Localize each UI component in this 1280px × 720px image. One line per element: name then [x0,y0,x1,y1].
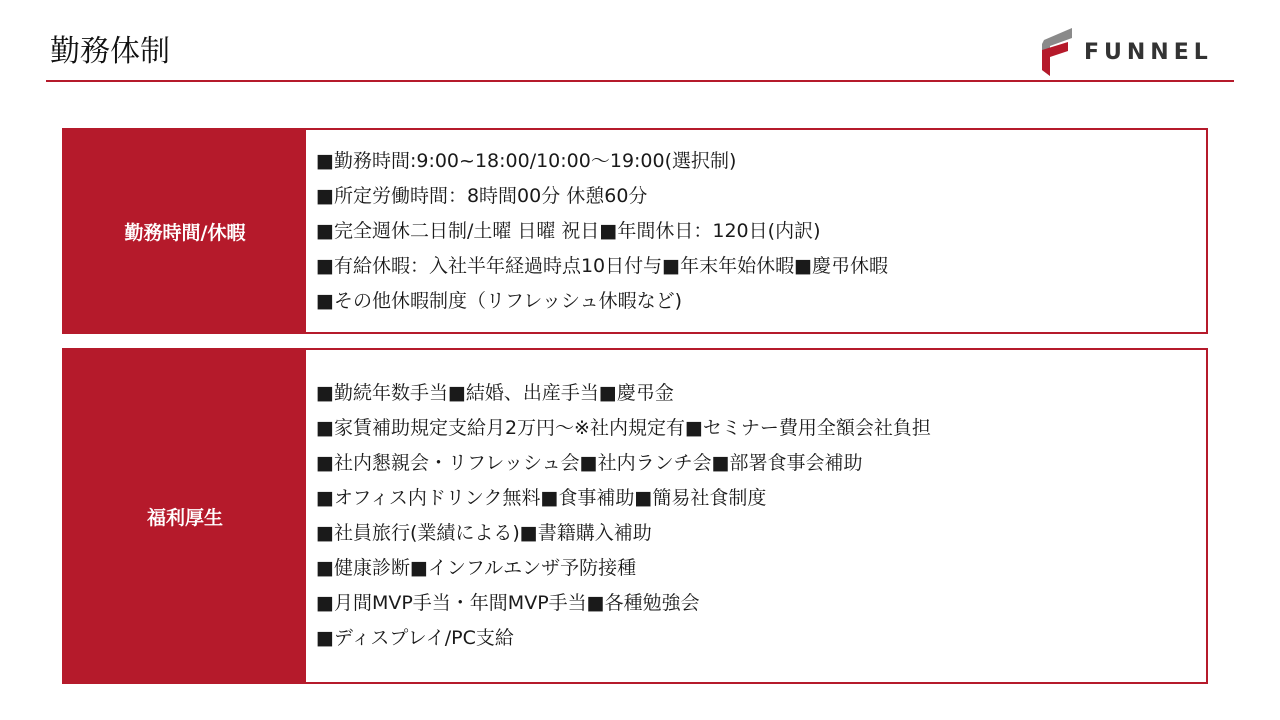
section-label-cell [64,350,306,682]
section-benefits [62,348,1208,684]
list-item: ■勤続年数手当■結婚、出産手当■慶弔金 [316,382,674,404]
section-label: 福利厚生 [146,506,223,529]
list-item: ■オフィス内ドリンク無料■食事補助■簡易社食制度 [316,487,767,509]
list-item: ■完全週休二日制/土曜 日曜 祝日■年間休日：120日(内訳) [316,219,821,242]
list-item: ■健康診断■インフルエンザ予防接種 [316,557,637,579]
list-item: ■ディスプレイ/PC支給 [316,627,514,649]
logo-wordmark: FUNNEL [1084,39,1213,65]
list-item: ■社内懇親会・リフレッシュ会■社内ランチ会■部署食事会補助 [316,452,863,474]
list-item: ■所定労働時間：8時間00分 休憩60分 [316,184,648,207]
list-item: ■有給休暇：入社半年経過時点10日付与■年末年始休暇■慶弔休暇 [316,254,889,277]
list-item: ■社員旅行(業績による)■書籍購入補助 [316,522,652,544]
header-divider [46,80,1234,82]
list-item: ■家賃補助規定支給月2万円〜※社内規定有■セミナー費用全額会社負担 [316,417,931,439]
list-item: ■月間MVP手当・年間MVP手当■各種勉強会 [316,592,700,614]
funnel-logo [1038,24,1238,80]
section-label: 勤務時間/休暇 [124,221,246,244]
list-item: ■勤務時間:9:00~18:00/10:00〜19:00(選択制) [316,149,737,172]
list-item: ■その他休暇制度（リフレッシュ休暇など) [316,289,683,312]
section-work-hours [62,128,1208,334]
section-body [306,350,1206,682]
funnel-f-icon [1038,26,1078,78]
section-body [306,130,1206,332]
section-label-cell [64,130,306,332]
page-title: 勤務体制 [50,34,170,69]
